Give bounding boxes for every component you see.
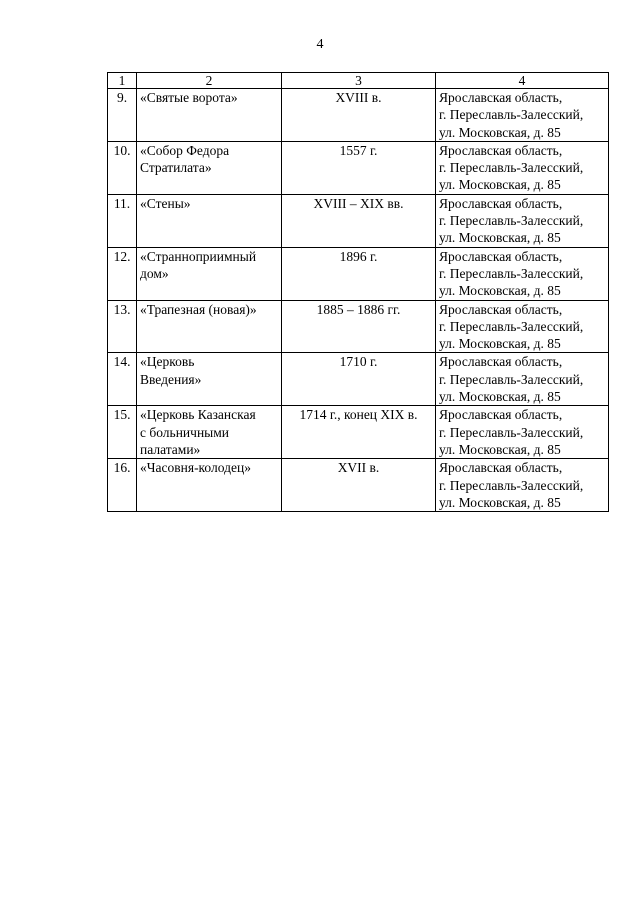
monument-name [137,141,282,194]
row-number: 14. [108,353,137,406]
monument-name [137,247,282,300]
monument-date: 1885 – 1886 гг. [282,300,436,353]
monument-name-line: с больничными [140,424,230,440]
address-line: г. Переславль-Залесский, [439,477,584,493]
monument-address [436,353,609,406]
monument-date: XVIII – XIX вв. [282,194,436,247]
monument-address [436,89,609,142]
table-row [108,353,609,406]
column-header-3: 3 [282,73,436,89]
column-header-4: 4 [436,73,609,89]
row-number: 12. [108,247,137,300]
monument-date: 1557 г. [282,141,436,194]
monument-name-line: «Трапезная (новая)» [140,301,257,317]
monument-name-line: дом» [140,265,169,281]
monument-name-line: «Собор Федора [140,142,230,158]
address-line: Ярославская область, [439,248,563,264]
column-header-2: 2 [137,73,282,89]
address-line: г. Переславль-Залесский, [439,424,584,440]
monument-date: 1710 г. [282,353,436,406]
monument-name [137,353,282,406]
table-row [108,247,609,300]
address-line: Ярославская область, [439,142,563,158]
table-row [108,89,609,142]
address-line: ул. Московская, д. 85 [439,177,561,193]
address-line: Ярославская область, [439,407,563,423]
address-line: ул. Московская, д. 85 [439,283,561,299]
address-line: Ярославская область, [439,460,563,476]
page-number: 4 [316,37,324,52]
monuments-table [107,72,609,512]
address-line: Ярославская область, [439,90,563,105]
monument-address [436,300,609,353]
monument-date: 1896 г. [282,247,436,300]
address-line: Ярославская область, [439,301,563,317]
monument-name-line: палатами» [140,441,201,457]
address-line: Ярославская область, [439,354,563,370]
table-row [108,194,609,247]
row-number: 15. [108,406,137,459]
column-header-1: 1 [108,73,137,89]
monument-name-line: Введения» [140,371,202,387]
monument-date: XVII в. [282,459,436,512]
address-line: ул. Московская, д. 85 [439,389,561,405]
monument-address [436,247,609,300]
monument-name-line: «Церковь Казанская [140,407,256,423]
table-row [108,406,609,459]
address-line: ул. Московская, д. 85 [439,230,561,246]
monument-date: 1714 г., конец XIX в. [282,406,436,459]
table-header-row [108,73,609,89]
address-line: г. Переславль-Залесский, [439,371,584,387]
monument-name [137,300,282,353]
address-line: ул. Московская, д. 85 [439,441,561,457]
address-line: г. Переславль-Залесский, [439,213,584,229]
address-line: г. Переславль-Залесский, [439,265,584,281]
row-number: 11. [108,194,137,247]
monument-name-line: «Часовня-колодец» [140,460,251,476]
monument-address [436,459,609,512]
table-row [108,459,609,512]
address-line: ул. Московская, д. 85 [439,494,561,510]
monument-name [137,89,282,142]
address-line: ул. Московская, д. 85 [439,336,561,352]
monument-name-line: «Святые ворота» [140,90,238,105]
monument-address [436,141,609,194]
monument-date: XVIII в. [282,89,436,142]
monument-name-line: Стратилата» [140,160,212,176]
table-row [108,300,609,353]
address-line: ул. Московская, д. 85 [439,124,561,140]
address-line: г. Переславль-Залесский, [439,318,584,334]
address-line: г. Переславль-Залесский, [439,160,584,176]
monument-name [137,459,282,512]
row-number: 16. [108,459,137,512]
address-line: г. Переславль-Залесский, [439,107,584,123]
monument-name [137,406,282,459]
address-line: Ярославская область, [439,195,563,211]
row-number: 10. [108,141,137,194]
monument-address [436,194,609,247]
monument-address [436,406,609,459]
monument-name-line: «Страннoприимный [140,248,257,264]
row-number: 9. [108,89,137,142]
row-number: 13. [108,300,137,353]
monument-name-line: «Церковь [140,354,195,370]
table-row [108,141,609,194]
monument-name [137,194,282,247]
monument-name-line: «Стены» [140,195,191,211]
